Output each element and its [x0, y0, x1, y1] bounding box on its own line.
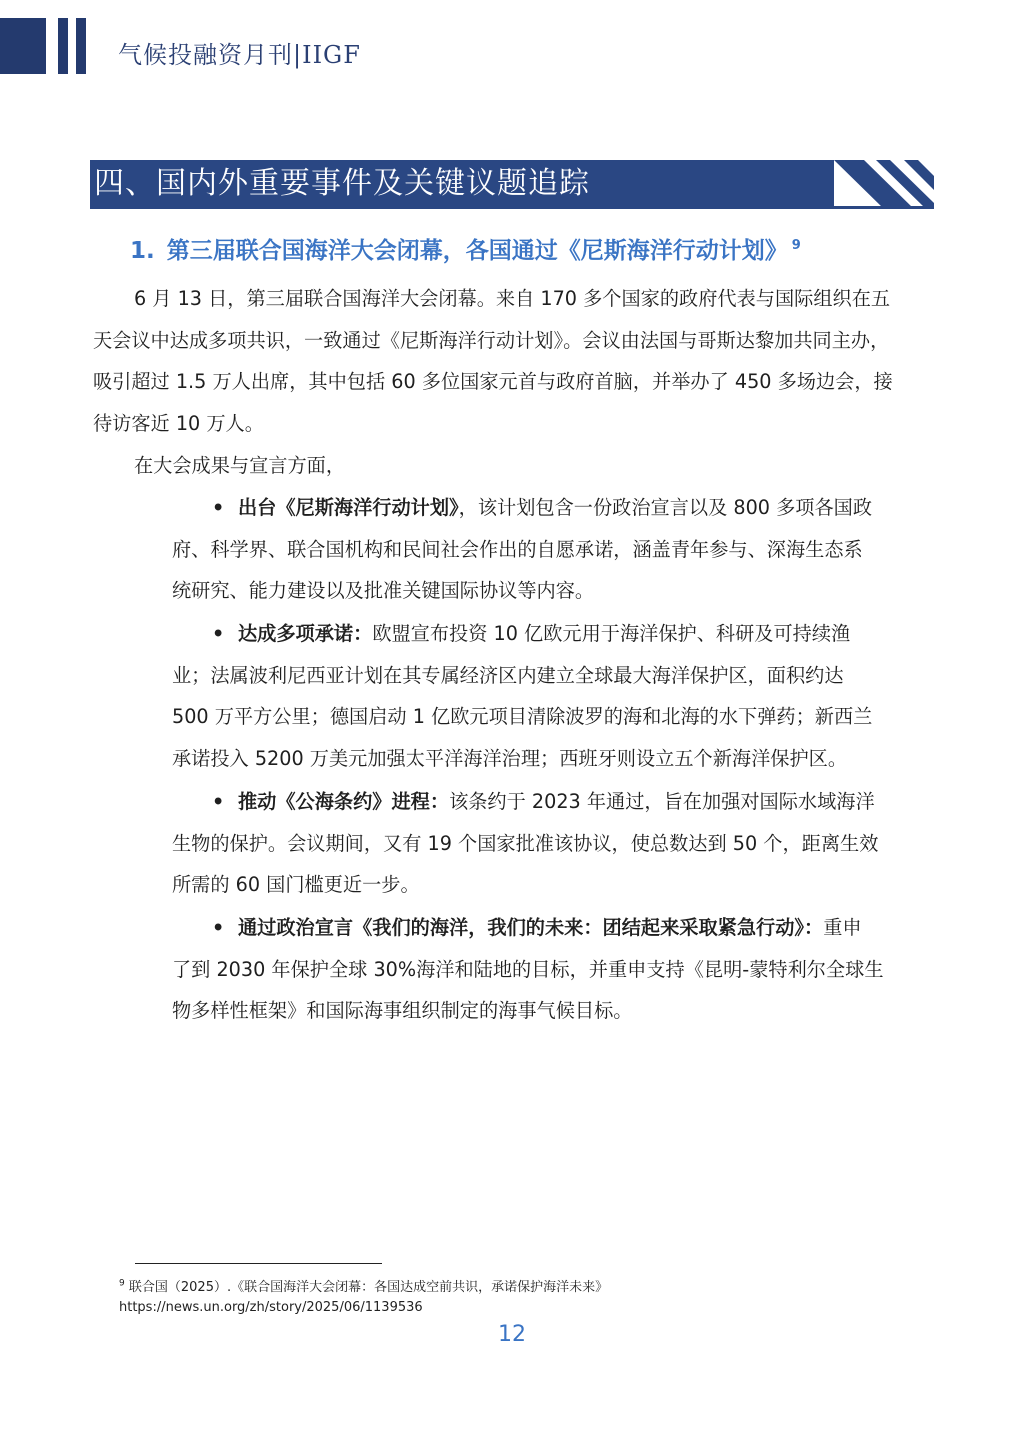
subsection-number: 1. [130, 238, 155, 264]
footnote-ref[interactable]: 9 [791, 238, 801, 254]
paragraph-intro [93, 278, 938, 445]
section-banner [90, 160, 934, 209]
bullet-item [172, 781, 922, 906]
bullet-item [172, 613, 922, 780]
bullet-line: 所需的 60 国门槛更近一步。 [172, 873, 420, 897]
banner-stripes-decoration [834, 160, 934, 209]
bullet-dot: • [212, 622, 225, 645]
bullet-line: 通过政治宣言《我们的海洋，我们的未来：团结起来采取紧急行动》：重申 [238, 916, 862, 939]
section-title: 四、国内外重要事件及关键议题追踪 [94, 166, 590, 201]
subsection-title: 第三届联合国海洋大会闭幕，各国通过《尼斯海洋行动计划》 [166, 238, 788, 264]
bullet-line: 物多样性框架》和国际海事组织制定的海事气候目标。 [172, 999, 633, 1023]
page-number: 12 [498, 1322, 526, 1347]
bullet-item [172, 487, 922, 612]
bullet-dot: • [212, 496, 225, 519]
bullet-dot: • [212, 790, 225, 813]
bullet-bold-lead: 出台《尼斯海洋行动计划》 [238, 496, 459, 519]
bullet-line: 推动《公海条约》进程：该条约于 2023 年通过，旨在加强对国际水域海洋 [238, 790, 875, 813]
bullet-line: 了到 2030 年保护全球 30%海洋和陆地的目标，并重申支持《昆明-蒙特利尔全球生 [172, 957, 884, 981]
footnote-text: $^9$ 联合国（2025）.《联合国海洋大会闭幕：各国达成空前共识，承诺保护海洋未来》 [119, 1278, 609, 1295]
bullet-bold-lead: 推动《公海条约》进程： [238, 790, 450, 813]
paragraph-line: 待访客近 10 万人。 [93, 412, 264, 436]
subsection-heading [130, 232, 801, 265]
paragraph-line: 吸引超过 1.5 万人出席，其中包括 60 多位国家元首与政府首脑，并举办了 450 多场边会，接 [93, 370, 893, 394]
paragraph-line: 6 月 13 日，第三届联合国海洋大会闭幕。来自 170 多个国家的政府代表与国际组织在五 [134, 287, 891, 310]
bullet-line: 500 万平方公里；德国启动 1 亿欧元项目清除波罗的海和北海的水下弹药；新西兰 [172, 705, 873, 729]
bullet-line: 统研究、能力建设以及批准关键国际协议等内容。 [172, 579, 595, 603]
bullet-line: 府、科学界、联合国机构和民间社会作出的自愿承诺，涵盖青年参与、深海生态系 [172, 537, 863, 561]
bullet-bold-lead: 达成多项承诺： [238, 622, 373, 645]
bullet-dot: • [212, 916, 225, 939]
footnote-divider [135, 1263, 382, 1264]
footnote-mark: 9 [119, 1278, 125, 1289]
bullet-line: 出台《尼斯海洋行动计划》，该计划包含一份政治宣言以及 800 多项各国政 [238, 496, 873, 519]
paragraph-line: 天会议中达成多项共识，一致通过《尼斯海洋行动计划》。会议由法国与哥斯达黎加共同主办， [93, 328, 890, 352]
bullet-line: 生物的保护。会议期间，又有 19 个国家批准该协议，使总数达到 50 个，距离生效 [172, 831, 879, 855]
paragraph-line: 在大会成果与宣言方面， [134, 454, 346, 477]
bullet-bold-lead: 通过政治宣言《我们的海洋，我们的未来：团结起来采取紧急行动》： [238, 916, 824, 939]
footnote-url[interactable]: https://news.un.org/zh/story/2025/06/1139536 [119, 1300, 423, 1315]
bullet-line: 承诺投入 5200 万美元加强太平洋海洋治理；西班牙则设立五个新海洋保护区。 [172, 747, 848, 771]
banner-underline [90, 206, 934, 209]
bullet-item [172, 907, 922, 1032]
paragraph-outcomes-intro [93, 445, 938, 487]
bullet-line: 业；法属波利尼西亚计划在其专属经济区内建立全球最大海洋保护区，面积约达 [172, 663, 844, 687]
bullet-line: 达成多项承诺：欧盟宣布投资 10 亿欧元用于海洋保护、科研及可持续渔 [238, 622, 851, 645]
header-title: 气候投融资月刊|IIGF [118, 41, 361, 69]
